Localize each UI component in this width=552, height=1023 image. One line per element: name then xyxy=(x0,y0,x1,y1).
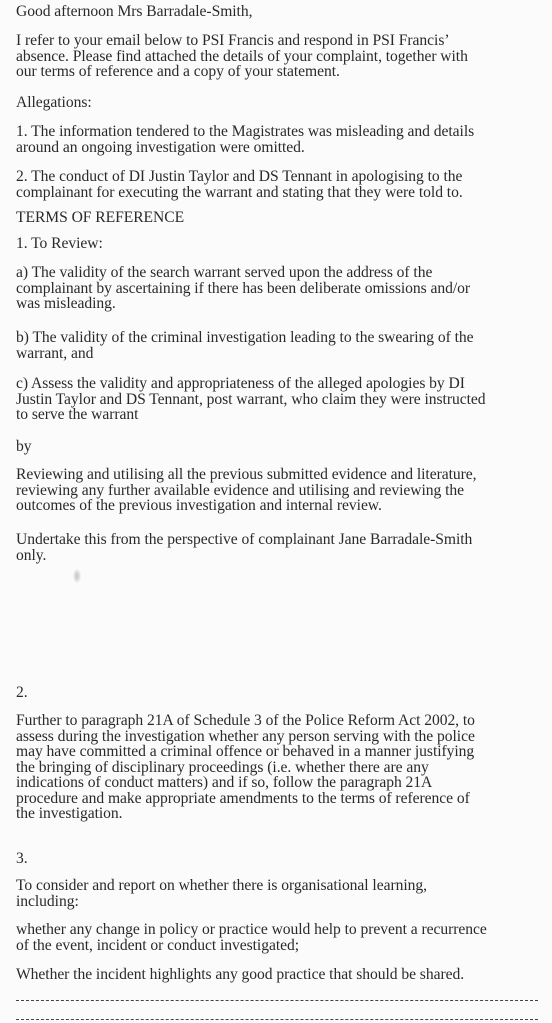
allegations-heading: Allegations: xyxy=(16,94,92,111)
section-2-paragraph: Further to paragraph 21A of Schedule 3 of the Police Reform Act 2002, to assess during the investigation whether any person serving with the police may have committed a criminal offence or behaved in a manner justifying the bringing of disciplinary proceedings (i.e. whether there are any indications of conduct matters) and if so, follow the paragraph 21A procedure and make appropriate amendments to the terms of reference of the investigation. xyxy=(16,712,475,822)
to-review-heading: 1. To Review: xyxy=(16,235,103,252)
learning-item-2: Whether the incident highlights any good practice that should be shared. xyxy=(16,966,465,983)
section-2-number: 2. xyxy=(16,684,28,701)
terms-of-reference-heading: TERMS OF REFERENCE xyxy=(16,209,185,226)
dashed-separator-2 xyxy=(16,1019,538,1020)
allegation-1: 1. The information tendered to the Magistrates was misleading and details around an ongoing investigation were omitted. xyxy=(16,123,475,156)
greeting: Good afternoon Mrs Barradale-Smith, xyxy=(16,3,253,20)
learning-item-1: whether any change in policy or practice would help to prevent a recurrence of the event, incident or conduct investigated; xyxy=(16,921,487,954)
dashed-separator-1 xyxy=(16,1000,538,1001)
review-item-a: a) The validity of the search warrant served upon the address of the complainant by ascertaining if there has been deliberate omissions and/or was misleading. xyxy=(16,264,471,312)
review-item-b: b) The validity of the criminal investigation leading to the swearing of the warrant, and xyxy=(16,329,474,362)
scan-smudge xyxy=(73,569,81,583)
undertake-paragraph: Undertake this from the perspective of complainant Jane Barradale-Smith only. xyxy=(16,531,473,564)
intro-paragraph: I refer to your email below to PSI Francis and respond in PSI Francis’ absence. Please find attached the details of your complaint, together with our terms of reference and a copy of your statement. xyxy=(16,32,468,80)
section-3-paragraph: To consider and report on whether there is organisational learning, including: xyxy=(16,877,427,910)
review-item-c: c) Assess the validity and appropriateness of the alleged apologies by DI Justin Taylor and DS Tennant, post warrant, who claim they were instructed to serve the warrant xyxy=(16,375,486,423)
reviewing-paragraph: Reviewing and utilising all the previous submitted evidence and literature, reviewing any further available evidence and utilising and reviewing the outcomes of the previous investigation and internal review. xyxy=(16,466,477,514)
section-3-number: 3. xyxy=(16,850,28,867)
allegation-2: 2. The conduct of DI Justin Taylor and DS Tennant in apologising to the complainant for executing the warrant and stating that they were told to. xyxy=(16,168,463,201)
by-line: by xyxy=(16,438,32,455)
